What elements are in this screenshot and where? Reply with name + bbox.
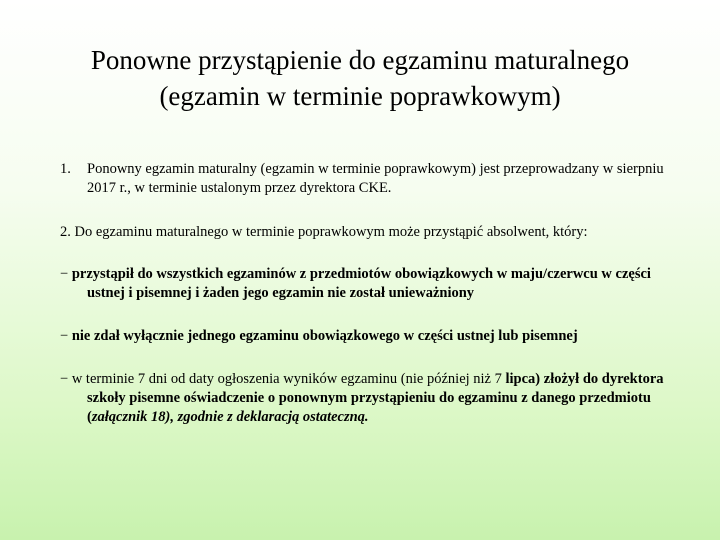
condition-3-bold-text: lipca) złożył do dyrektora szkoły pisemne oświadczenie o ponownym przystąpieniu do egzaminu z danego przedmiotu ( <box>87 371 664 425</box>
condition-1 <box>60 265 670 303</box>
title-line-1: Ponowne przystąpienie do egzaminu maturalnego <box>90 45 630 75</box>
point-1-number: 1. <box>60 161 71 177</box>
point-1 <box>60 160 670 198</box>
condition-2-dash: − <box>60 328 72 344</box>
condition-3-text: w terminie 7 dni od daty ogłoszenia wyników egzaminu (nie później niż 7 <box>71 371 506 387</box>
slide-title <box>0 42 720 114</box>
condition-2-text: nie zdał wyłącznie jednego egzaminu obowiązkowego w części ustnej lub pisemnej <box>71 328 578 344</box>
condition-2 <box>60 327 670 346</box>
title-line-2: (egzamin w terminie poprawkowym) <box>159 81 561 111</box>
condition-3 <box>60 370 670 427</box>
point-1-text: Ponowny egzamin maturalny (egzamin w terminie poprawkowym) jest przeprowadzany w sierpniu 2017 r., w terminie ustalonym przez dyrektora CKE. <box>87 161 664 196</box>
condition-3-bold-italic-text: załącznik 18), zgodnie z deklaracją ostateczną. <box>91 409 369 425</box>
condition-1-dash: − <box>60 266 72 282</box>
point-2: 2. Do egzaminu maturalnego w terminie poprawkowym może przystąpić absolwent, który: <box>60 224 588 240</box>
condition-3-dash: − <box>60 371 72 387</box>
condition-1-text: przystąpił do wszystkich egzaminów z przedmiotów obowiązkowych w maju/czerwcu w części ustnej i pisemnej i żaden jego egzamin nie został unieważniony <box>71 266 651 301</box>
slide-body <box>60 160 670 427</box>
